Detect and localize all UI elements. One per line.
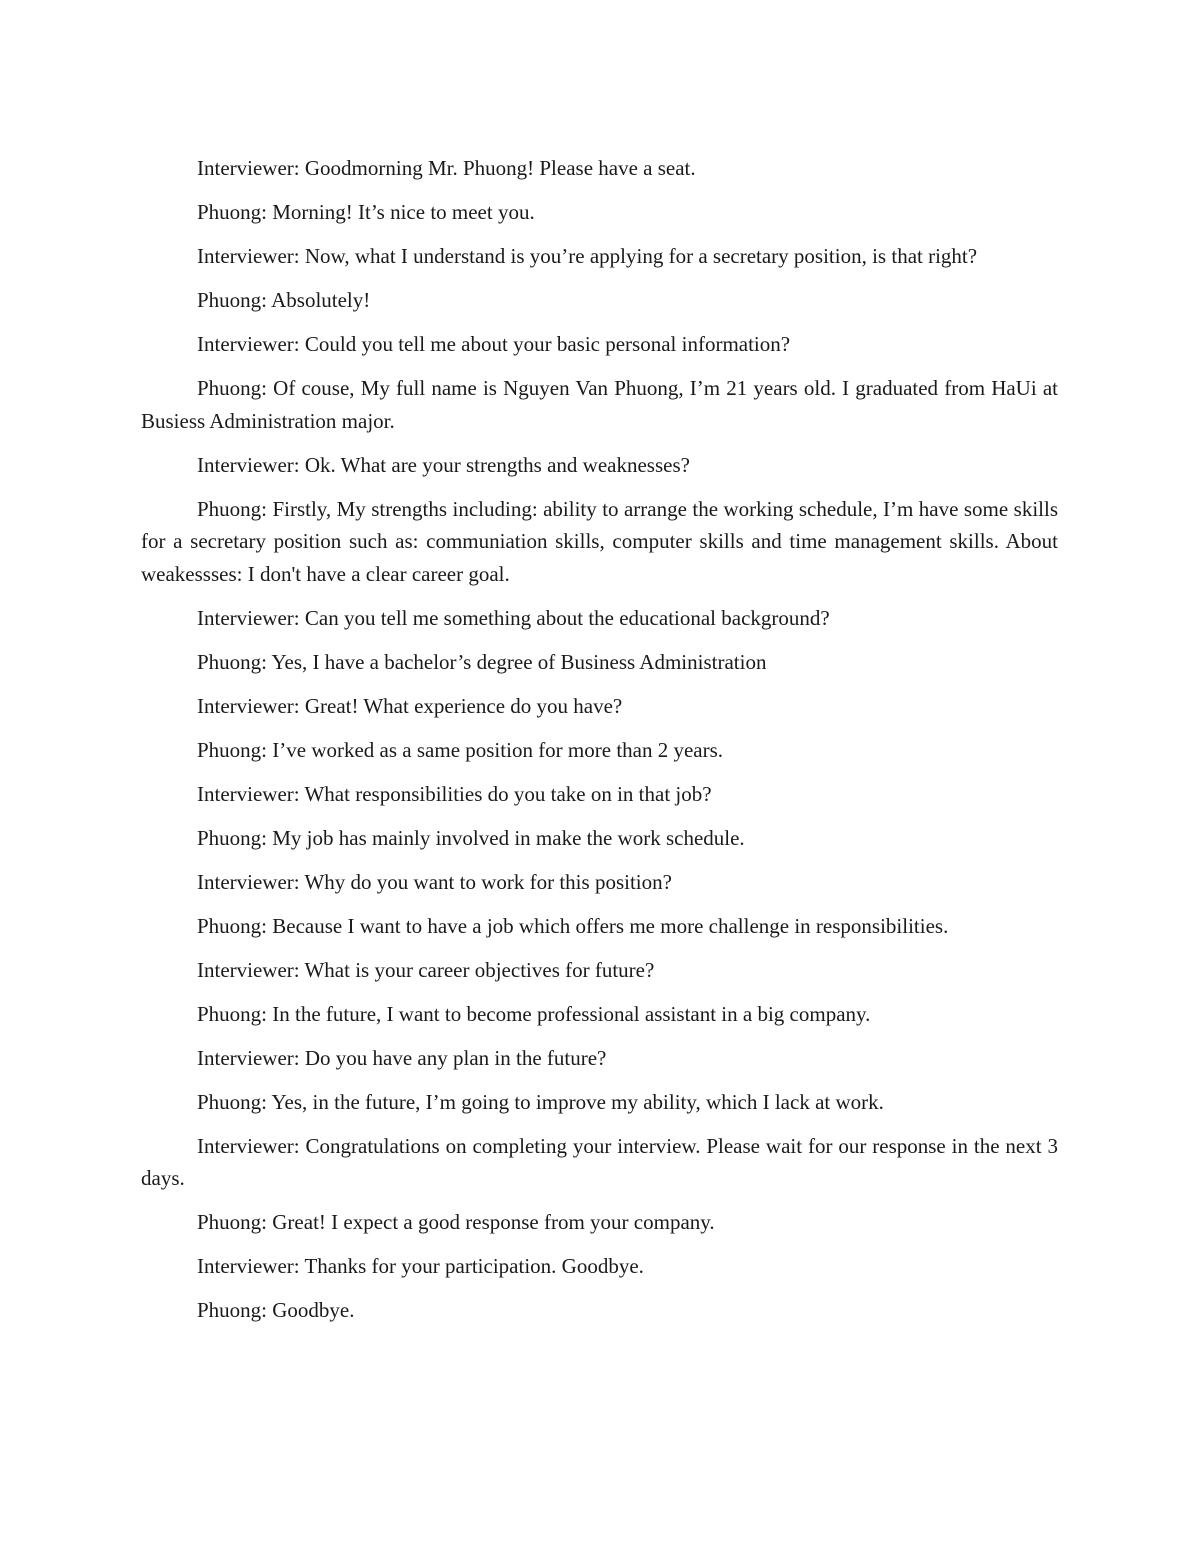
dialogue-line: Interviewer: Great! What experience do you have? [197, 693, 623, 718]
dialogue-line: Phuong: Goodbye. [197, 1298, 355, 1322]
dialogue-line: Interviewer: Why do you want to work for this position? [197, 869, 672, 894]
dialogue-line: Phuong: Yes, in the future, I’m going to improve my ability, which I lack at work. [197, 1089, 884, 1114]
dialogue-line: Interviewer: Ok. What are your strengths and weaknesses? [197, 452, 690, 477]
dialogue-body [141, 152, 1058, 1338]
dialogue-line: Interviewer: Goodmorning Mr. Phuong! Please have a seat. [197, 156, 696, 180]
dialogue-line: Phuong: I’ve worked as a same position for more than 2 years. [197, 737, 724, 762]
dialogue-line: Interviewer: Congratulations on completing your interview. Please wait for our response in the next 3 days. [141, 1133, 1058, 1190]
dialogue-line: Interviewer: Can you tell me something about the educational background? [197, 605, 830, 630]
dialogue-line: Phuong: Yes, I have a bachelor’s degree of Business Administration [197, 649, 767, 674]
dialogue-line: Phuong: In the future, I want to become professional assistant in a big company. [197, 1001, 871, 1026]
dialogue-line: Interviewer: Now, what I understand is you’re applying for a secretary position, is that right? [197, 244, 978, 268]
dialogue-line: Phuong: My job has mainly involved in make the work schedule. [197, 825, 745, 850]
dialogue-line: Phuong: Morning! It’s nice to meet you. [197, 200, 535, 224]
dialogue-line: Phuong: Firstly, My strengths including: ability to arrange the working schedule, I’m have some skills for a secretary position such as: communiation skills, computer skills and time management skills. About weakessses: I don't have a clear career goal. [141, 496, 1058, 586]
dialogue-line: Phuong: Because I want to have a job which offers me more challenge in responsibilities. [197, 913, 949, 938]
dialogue-line: Phuong: Of couse, My full name is Nguyen Van Phuong, I’m 21 years old. I graduated from HaUi at Busiess Administration major. [141, 376, 1058, 433]
dialogue-line: Interviewer: What is your career objectives for future? [197, 957, 655, 982]
dialogue-line: Interviewer: What responsibilities do you take on in that job? [197, 781, 712, 806]
dialogue-line: Interviewer: Do you have any plan in the future? [197, 1045, 607, 1070]
dialogue-line: Interviewer: Thanks for your participation. Goodbye. [197, 1254, 644, 1278]
dialogue-line: Interviewer: Could you tell me about your basic personal information? [197, 332, 791, 356]
dialogue-line: Phuong: Great! I expect a good response from your company. [197, 1210, 715, 1234]
dialogue-line: Phuong: Absolutely! [197, 288, 371, 312]
